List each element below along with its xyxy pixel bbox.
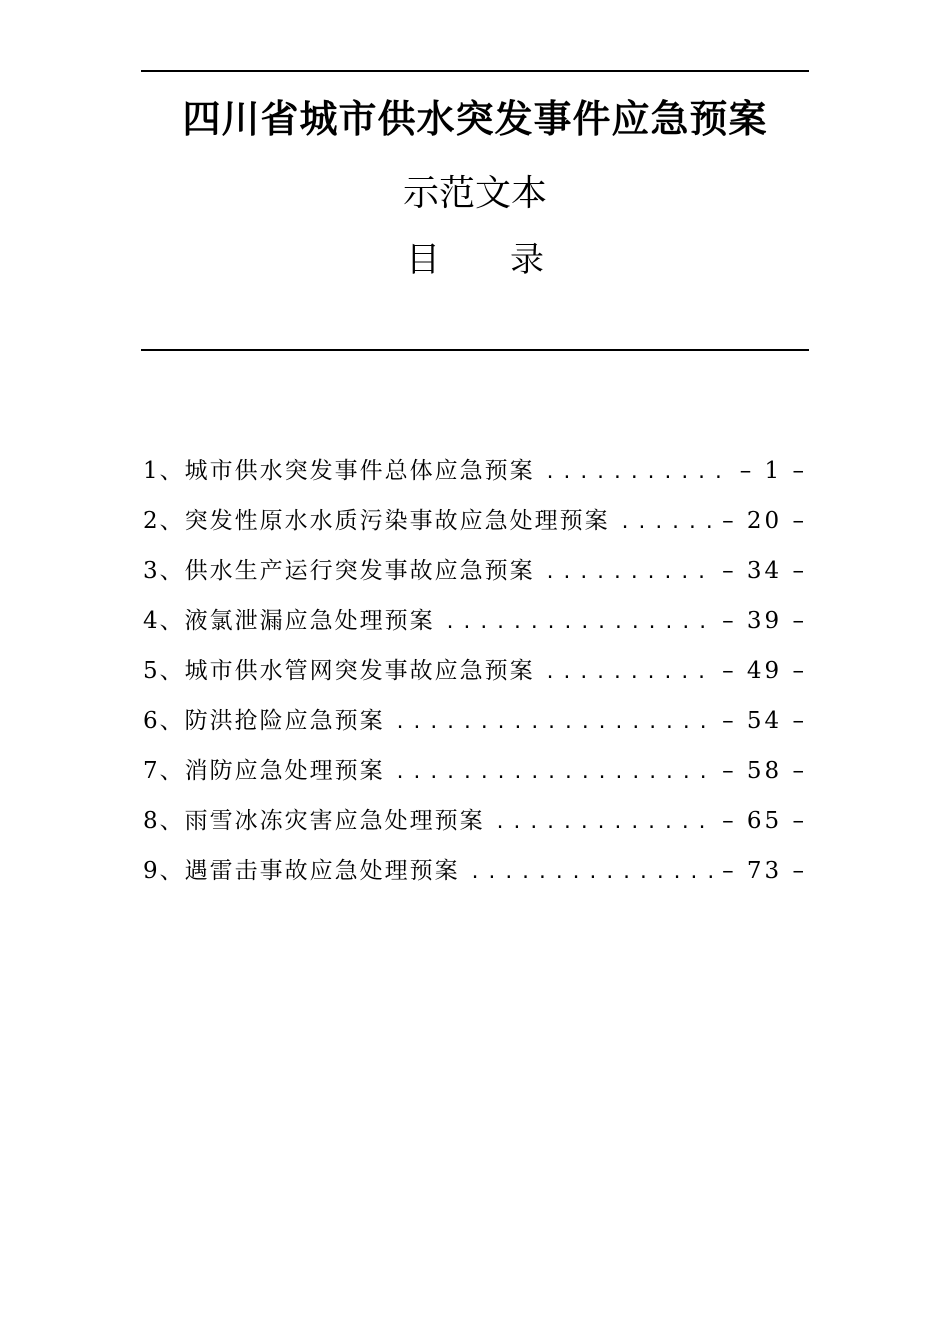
toc-entry-page: – 34 – xyxy=(722,558,807,584)
toc-leader-dots xyxy=(545,448,734,498)
toc-entry-label: 消防应急处理预案 xyxy=(184,758,385,784)
toc-entry-label: 城市供水突发事件总体应急预案 xyxy=(184,458,535,484)
toc-entry-page: – 1 – xyxy=(739,458,807,484)
toc-leader-dots xyxy=(495,798,716,848)
toc-entry-label: 城市供水管网突发事故应急预案 xyxy=(184,658,535,684)
toc-entry-page: – 54 – xyxy=(722,708,807,734)
toc-entry[interactable] xyxy=(143,496,807,546)
toc-entry-page: – 73 – xyxy=(722,858,807,884)
toc-entry[interactable] xyxy=(143,646,807,696)
toc-entry-label: 雨雪冰冻灾害应急处理预案 xyxy=(184,808,485,834)
toc-leader-dots xyxy=(620,498,716,548)
toc-entry[interactable] xyxy=(143,746,807,796)
toc-entry-page: – 49 – xyxy=(722,658,807,684)
toc-entry-label: 遇雷击事故应急处理预案 xyxy=(184,858,460,884)
toc-entry-number: 5、 xyxy=(143,658,185,684)
table-of-contents xyxy=(143,446,807,896)
toc-entry[interactable] xyxy=(143,796,807,846)
toc-entry-number: 6、 xyxy=(143,708,185,734)
toc-entry[interactable] xyxy=(143,596,807,646)
toc-leader-dots xyxy=(445,598,716,648)
bottom-rule xyxy=(141,349,809,351)
toc-entry[interactable] xyxy=(143,446,807,496)
toc-entry-page: – 20 – xyxy=(722,508,807,534)
toc-leader-dots xyxy=(395,748,716,798)
toc-heading-char-2: 录 xyxy=(510,240,544,280)
toc-heading xyxy=(0,236,950,284)
document-title: 四川省城市供水突发事件应急预案 xyxy=(182,97,768,141)
toc-entry-label: 供水生产运行突发事故应急预案 xyxy=(184,558,535,584)
toc-entry-label: 突发性原水水质污染事故应急处理预案 xyxy=(184,508,610,534)
toc-leader-dots xyxy=(545,648,716,698)
toc-entry[interactable] xyxy=(143,546,807,596)
toc-leader-dots xyxy=(395,698,716,748)
toc-entry-number: 9、 xyxy=(143,858,185,884)
toc-entry-label: 液氯泄漏应急处理预案 xyxy=(184,608,435,634)
toc-entry-number: 1、 xyxy=(143,458,185,484)
toc-entry-page: – 39 – xyxy=(722,608,807,634)
toc-entry[interactable] xyxy=(143,846,807,896)
toc-entry[interactable] xyxy=(143,696,807,746)
toc-leader-dots xyxy=(470,848,716,898)
toc-heading-char-1: 目 xyxy=(406,240,440,280)
toc-entry-page: – 65 – xyxy=(722,808,807,834)
top-rule xyxy=(141,70,809,72)
toc-entry-page: – 58 – xyxy=(722,758,807,784)
toc-entry-number: 4、 xyxy=(143,608,185,634)
toc-entry-label: 防洪抢险应急预案 xyxy=(184,708,385,734)
toc-entry-number: 8、 xyxy=(143,808,185,834)
toc-entry-number: 7、 xyxy=(143,758,185,784)
toc-entry-number: 3、 xyxy=(143,558,185,584)
toc-leader-dots xyxy=(545,548,716,598)
document-subtitle: 示范文本 xyxy=(402,173,547,214)
toc-entry-number: 2、 xyxy=(143,508,185,534)
